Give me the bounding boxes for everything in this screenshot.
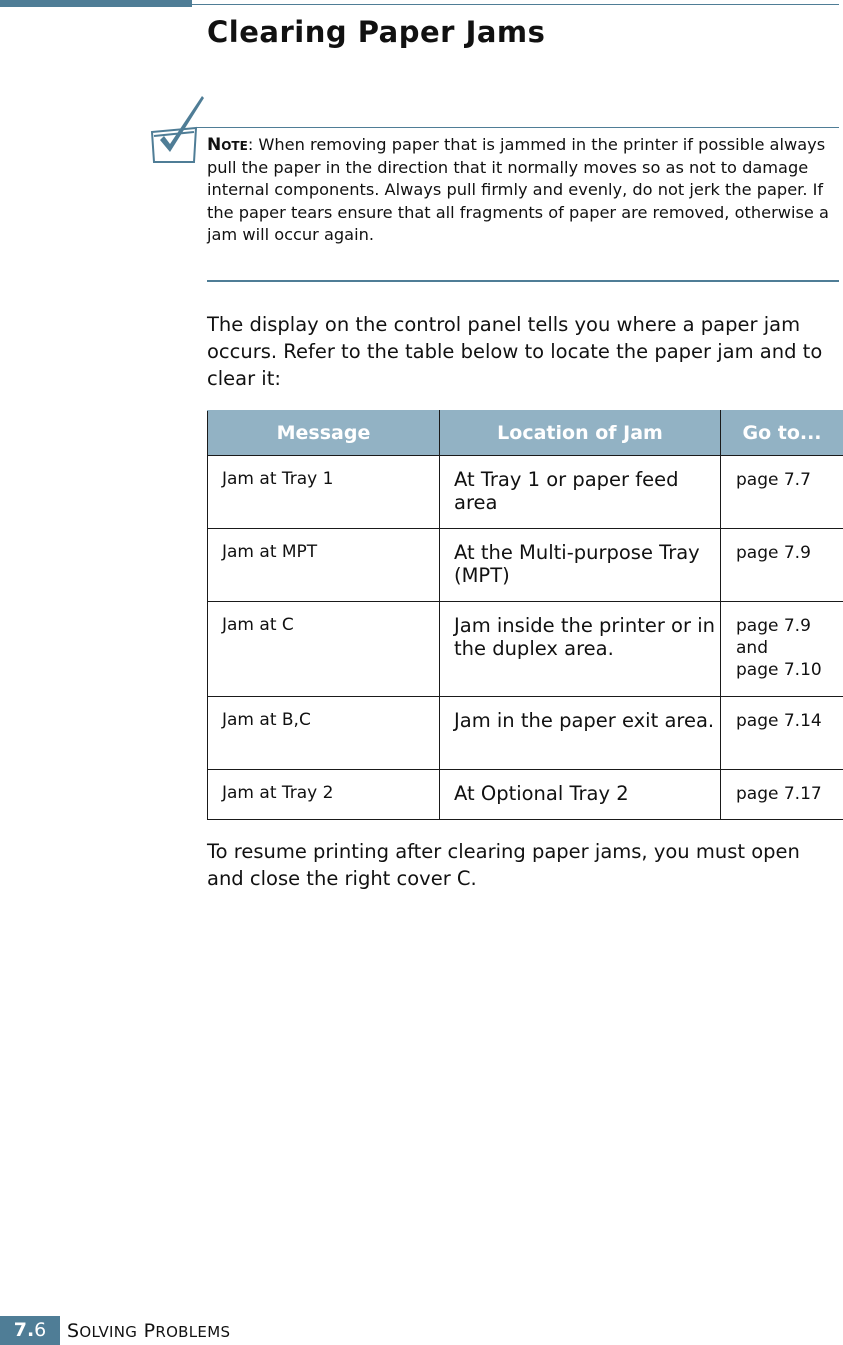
location-cell: Jam inside the printer or in the duplex area. [440,602,721,697]
location-cell: At the Multi-purpose Tray (MPT) [440,529,721,602]
section-rest: OLVING [79,1323,138,1341]
header-rule [192,4,839,5]
section-initial: S [67,1320,80,1342]
goto-cell: page 7.9 [721,529,843,602]
goto-line: page 7.10 [736,660,822,680]
message-cell: Jam at Tray 2 [208,770,440,820]
header-bar [0,0,192,7]
message-cell: Jam at MPT [208,529,440,602]
table-row [208,770,843,820]
note-rule-bottom [207,280,839,282]
goto-cell: page 7.7 [721,456,843,529]
goto-line: and [736,638,768,658]
goto-line: page 7.9 [736,616,811,636]
section-initial: P [143,1320,156,1342]
intro-paragraph: The display on the control panel tells you where a paper jam occurs. Refer to the table below to locate the paper jam and to clear it: [207,313,823,390]
note-block [207,134,837,247]
location-cell: At Optional Tray 2 [440,770,721,820]
page-number: 6 [34,1319,47,1341]
note-label: Note [207,135,248,155]
paper-jam-table [207,410,843,820]
footer-section-title [67,1318,230,1345]
table-row [208,529,843,602]
note-text: : When removing paper that is jammed in the printer if possible always pull the paper in the direction that it normally moves so as not to damage internal components. Always pull firmly and evenly, do not jerk the paper. If the paper tears ensure that all fragments of paper are removed, otherwise a jam will occur again. [207,135,829,244]
chapter-number: 7. [13,1319,35,1341]
page-title: Clearing Paper Jams [207,15,546,49]
goto-cell [721,602,843,697]
page-number-badge [0,1316,60,1345]
location-cell: Jam in the paper exit area. [440,697,721,770]
table-row [208,602,843,697]
section-rest: ROBLEMS [155,1323,231,1341]
header-location: Location of Jam [440,411,721,456]
table-row [208,697,843,770]
location-cell: At Tray 1 or paper feed area [440,456,721,529]
header-goto: Go to... [721,411,843,456]
message-cell: Jam at Tray 1 [208,456,440,529]
table-row [208,456,843,529]
message-cell: Jam at C [208,602,440,697]
message-cell: Jam at B,C [208,697,440,770]
note-rule-top [197,127,839,128]
checkmark-icon [150,96,206,164]
goto-cell: page 7.14 [721,697,843,770]
table-header-row [208,411,843,456]
header-message: Message [208,411,440,456]
goto-cell: page 7.17 [721,770,843,820]
outro-paragraph: To resume printing after clearing paper jams, you must open and close the right cover C. [207,840,800,890]
